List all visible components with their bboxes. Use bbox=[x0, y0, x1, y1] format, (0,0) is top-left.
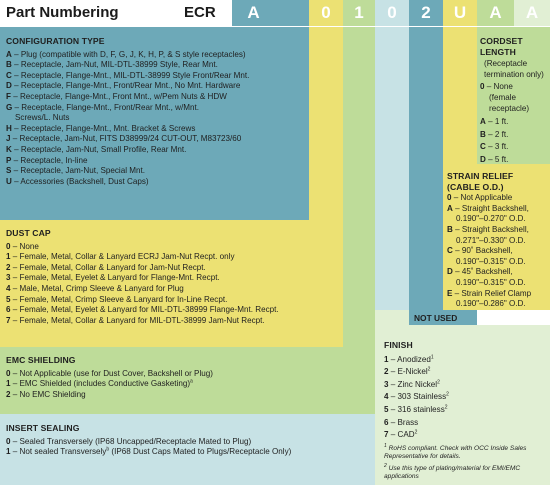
code-cell-config: A bbox=[232, 0, 275, 26]
finish-section bbox=[384, 340, 546, 481]
cordset-note-2: termination only) bbox=[484, 69, 544, 79]
list-item: 0 – Sealed Transversely (IP68 Uncapped/Receptacle Mated to Plug) bbox=[6, 436, 252, 446]
list-item: 0.190"–0.286" O.D. bbox=[456, 299, 526, 309]
list-item: B – 2 ft. bbox=[480, 129, 509, 139]
list-item: 1 – Anodized$^1$ bbox=[384, 353, 434, 364]
list-item: 2 – Female, Metal, Collar & Lanyard for Jam-Nut Recpt. bbox=[6, 262, 206, 272]
list-item: 5 – Female, Metal, Crimp Sleeve & Lanyard for In-Line Recpt. bbox=[6, 294, 228, 304]
list-item: 1 – EMC Shielded (includes Conductive Gasketing)$^a$ bbox=[6, 378, 193, 389]
finish-heading: FINISH bbox=[384, 340, 413, 350]
cordset-note: (Receptacle bbox=[484, 59, 528, 69]
configuration-heading: CONFIGURATION TYPE bbox=[6, 36, 105, 46]
code-cell-dust-cap: 0 bbox=[309, 0, 343, 26]
list-item: 4 – Male, Metal, Crimp Sleeve & Lanyard for Plug bbox=[6, 283, 184, 293]
list-item: 0.190"–0.315" O.D. bbox=[456, 277, 526, 287]
emc-band-column bbox=[343, 27, 375, 414]
insert-section bbox=[6, 423, 376, 458]
list-item: G – Receptacle, Flange-Mnt., Front/Rear Mnt., w/Mnt. bbox=[6, 102, 199, 112]
dust-cap-heading: DUST CAP bbox=[6, 228, 51, 238]
code-cell-cordset: A bbox=[477, 0, 514, 26]
list-item: 3 – Female, Metal, Eyelet & Lanyard for Flange-Mnt. Recpt. bbox=[6, 273, 220, 283]
list-item: C – 90˚ Backshell, bbox=[447, 246, 513, 256]
list-item: receptacle) bbox=[489, 103, 530, 113]
list-item: 4 – 303 Stainless$^2$ bbox=[384, 391, 449, 402]
list-item: 0 – Not Applicable (use for Dust Cover, Backshell or Plug) bbox=[6, 368, 213, 378]
list-item: H – Receptacle, Flange-Mnt., Mnt. Bracket & Screws bbox=[6, 123, 196, 133]
finish-footnote-2: $^2$ Use this type of plating/material for EMI/EMC applications bbox=[384, 462, 521, 480]
strain-heading: STRAIN RELIEF bbox=[447, 171, 514, 181]
list-item: C – Receptacle, Flange-Mnt., MIL-DTL-38999 Style Front/Rear Mnt. bbox=[6, 70, 250, 80]
configuration-section bbox=[6, 36, 276, 187]
list-item: 2 – No EMC Shielding bbox=[6, 389, 86, 399]
list-item: D – 45˚ Backshell, bbox=[447, 267, 513, 277]
list-item: Screws/L. Nuts bbox=[15, 113, 70, 123]
list-item: A – Straight Backshell, bbox=[447, 203, 529, 213]
list-item: 1 – Female, Metal, Collar & Lanyard ECRJ Jam-Nut Recpt. only bbox=[6, 252, 235, 262]
list-item: P – Receptacle, In-line bbox=[6, 155, 88, 165]
dust-cap-band-column bbox=[309, 27, 343, 347]
list-item: F – Receptacle, Flange-Mnt., Front Mnt., w/Pem Nuts & HDW bbox=[6, 91, 227, 101]
code-cell-config-2 bbox=[275, 0, 309, 26]
list-item: 1 – Not sealed Transversely$^b$ (IP68 Dust Caps Mated to Plugs/Receptacle Only) bbox=[6, 446, 292, 457]
list-item: 0 – None bbox=[6, 241, 39, 251]
list-item: B – Receptacle, Jam-Nut, MIL-DTL-38999 Style, Rear Mnt. bbox=[6, 60, 218, 70]
code-cell-not-used: 2 bbox=[409, 0, 443, 26]
part-prefix: ECR bbox=[184, 4, 216, 21]
not-used-band-column bbox=[409, 27, 443, 325]
list-item: S – Receptacle, Jam-Nut, Special Mnt. bbox=[6, 166, 146, 176]
not-used-label: NOT USED bbox=[414, 313, 458, 323]
list-item: 0.271"–0.330" O.D. bbox=[456, 235, 526, 245]
list-item: (female bbox=[489, 92, 516, 102]
emc-heading: EMC SHIELDING bbox=[6, 355, 76, 365]
list-item: 3 – Zinc Nickel$^2$ bbox=[384, 379, 440, 389]
list-item: D – 5 ft. bbox=[480, 154, 509, 164]
cordset-heading: CORDSET bbox=[480, 36, 523, 46]
list-item: 2 – E-Nickel$^2$ bbox=[384, 366, 431, 377]
list-item: 6 – Brass bbox=[384, 417, 419, 427]
list-item: B – Straight Backshell, bbox=[447, 224, 529, 234]
strain-relief-section bbox=[447, 171, 549, 310]
list-item: 0.190"–0.315" O.D. bbox=[456, 256, 526, 266]
list-item: A – Plug (compatible with D, F, G, J, K, H, P, & S style receptacles) bbox=[6, 49, 246, 59]
insert-heading: INSERT SEALING bbox=[6, 423, 80, 433]
list-item: 5 – 316 stainless$^2$ bbox=[384, 404, 448, 414]
list-item: 7 – Female, Metal, Collar & Lanyard for MIL-DTL-38999 Jam-Nut Recpt. bbox=[6, 315, 265, 325]
list-item: C – 3 ft. bbox=[480, 142, 509, 152]
list-item: 0.190"–0.270" O.D. bbox=[456, 214, 526, 224]
emc-section bbox=[6, 355, 341, 400]
dust-cap-section bbox=[6, 228, 306, 326]
list-item: 0 – None bbox=[480, 82, 513, 92]
list-item: J – Receptacle, Jam-Nut, FITS D38999/24 CUT-OUT, M83723/60 bbox=[6, 134, 242, 144]
strain-heading-2: (CABLE O.D.) bbox=[447, 181, 504, 192]
cordset-heading-2: LENGTH bbox=[480, 46, 516, 57]
page-title: Part Numbering bbox=[6, 4, 119, 21]
strain-band-column bbox=[443, 27, 477, 164]
list-item: U – Accessories (Backshell, Dust Caps) bbox=[6, 176, 149, 186]
code-cell-finish: A bbox=[514, 0, 550, 26]
list-item: 7 – CAD$^2$ bbox=[384, 429, 418, 440]
list-item: 6 – Female, Metal, Eyelet & Lanyard for MIL-DTL-38999 Flange-Mnt. Recpt. bbox=[6, 305, 279, 315]
list-item: D – Receptacle, Flange-Mnt., Front/Rear Mnt., No Mnt. Hardware bbox=[6, 81, 241, 91]
code-cell-insert: 0 bbox=[375, 0, 409, 26]
cordset-section bbox=[480, 36, 548, 166]
code-cell-strain: U bbox=[443, 0, 477, 26]
header-label-area bbox=[0, 0, 232, 26]
list-item: 0 – Not Applicable bbox=[447, 193, 513, 203]
list-item: A – 1 ft. bbox=[480, 117, 509, 127]
code-cell-emc: 1 bbox=[343, 0, 375, 26]
list-item: K – Receptacle, Jam-Nut, Small Profile, Rear Mnt. bbox=[6, 144, 187, 154]
finish-footnote-1: $^1$ RoHS compliant. Check with OCC Inside Sales Representative for details. bbox=[384, 442, 527, 460]
list-item: E – Strain Relief Clamp bbox=[447, 288, 532, 298]
